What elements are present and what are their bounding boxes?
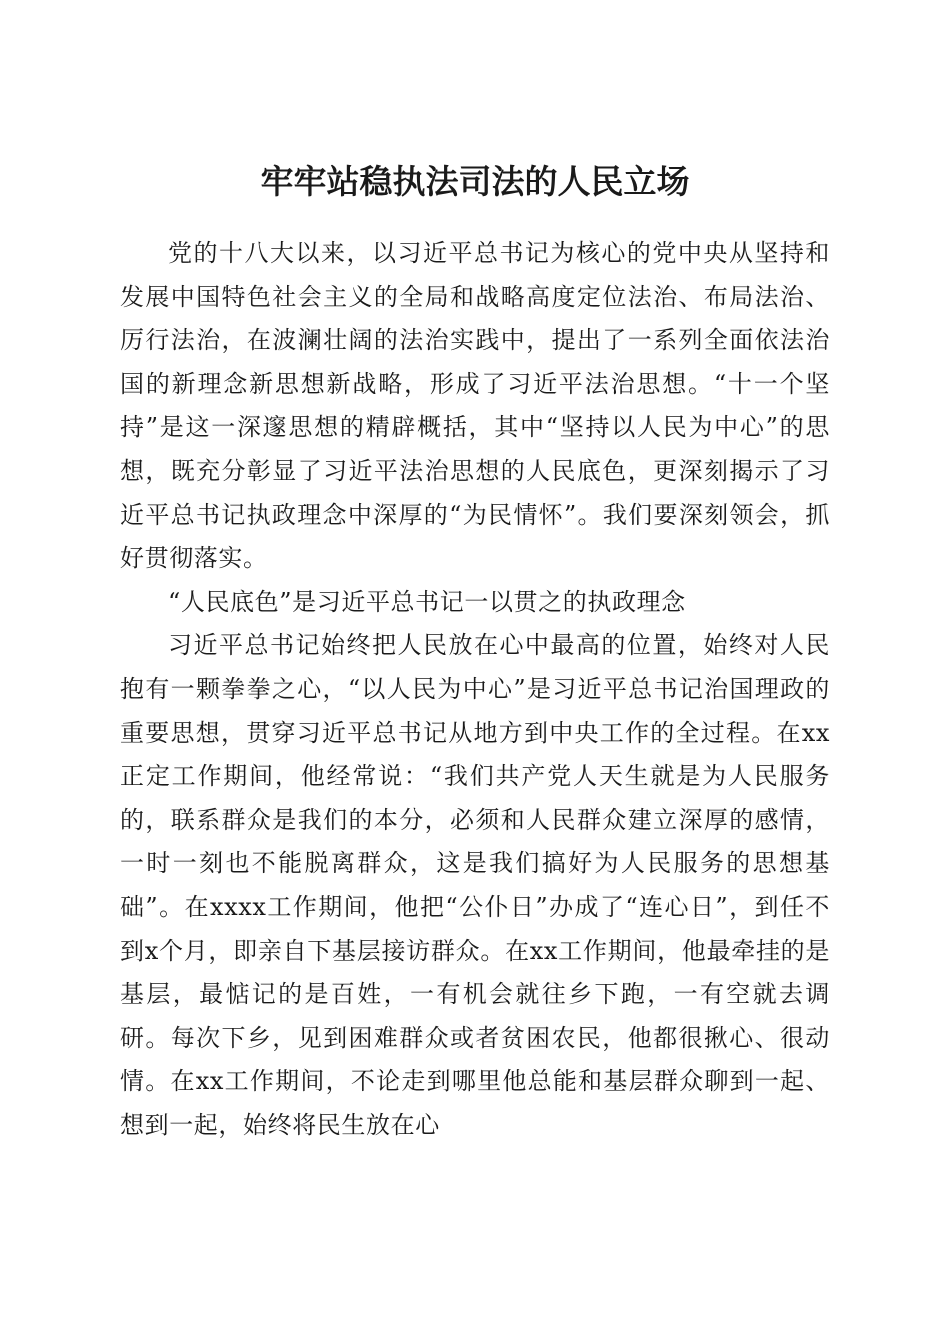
document-body [120,232,830,1147]
section-paragraph: 习近平总书记始终把人民放在心中最高的位置，始终对人民抱有一颗拳拳之心，“以人民为中心”是习近平总书记治国理政的重要思想，贯穿习近平总书记从地方到中央工作的全过程。在xx正定工作期间，他经常说：“我们共产党人天生就是为人民服务的，联系群众是我们的本分，必须和人民群众建立深厚的感情，一时一刻也不能脱离群众，这是我们搞好为人民服务的思想基础”。在xxxx工作期间，他把“公仆日”办成了“连心日”，到任不到x个月，即亲自下基层接访群众。在xx工作期间，他最牵挂的是基层，最惦记的是百姓，一有机会就往乡下跑，一有空就去调研。每次下乡，见到困难群众或者贫困农民，他都很揪心、很动情。在xx工作期间，不论走到哪里他总能和基层群众聊到一起、想到一起，始终将民生放在心 [120,631,830,1139]
section-heading: “人民底色”是习近平总书记一以贯之的执政理念 [168,587,686,616]
document-page [120,0,830,1344]
intro-paragraph: 党的十八大以来，以习近平总书记为核心的党中央从坚持和发展中国特色社会主义的全局和战略高度定位法治、布局法治、厉行法治，在波澜壮阔的法治实践中，提出了一系列全面依法治国的新理念新思想新战略，形成了习近平法治思想。“十一个坚持”是这一深邃思想的精辟概括，其中“坚持以人民为中心”的思想，既充分彰显了习近平法治思想的人民底色，更深刻揭示了习近平总书记执政理念中深厚的“为民情怀”。我们要深刻领会，抓好贯彻落实。 [120,239,830,573]
document-title: 牢牢站稳执法司法的人民立场 [260,162,690,202]
